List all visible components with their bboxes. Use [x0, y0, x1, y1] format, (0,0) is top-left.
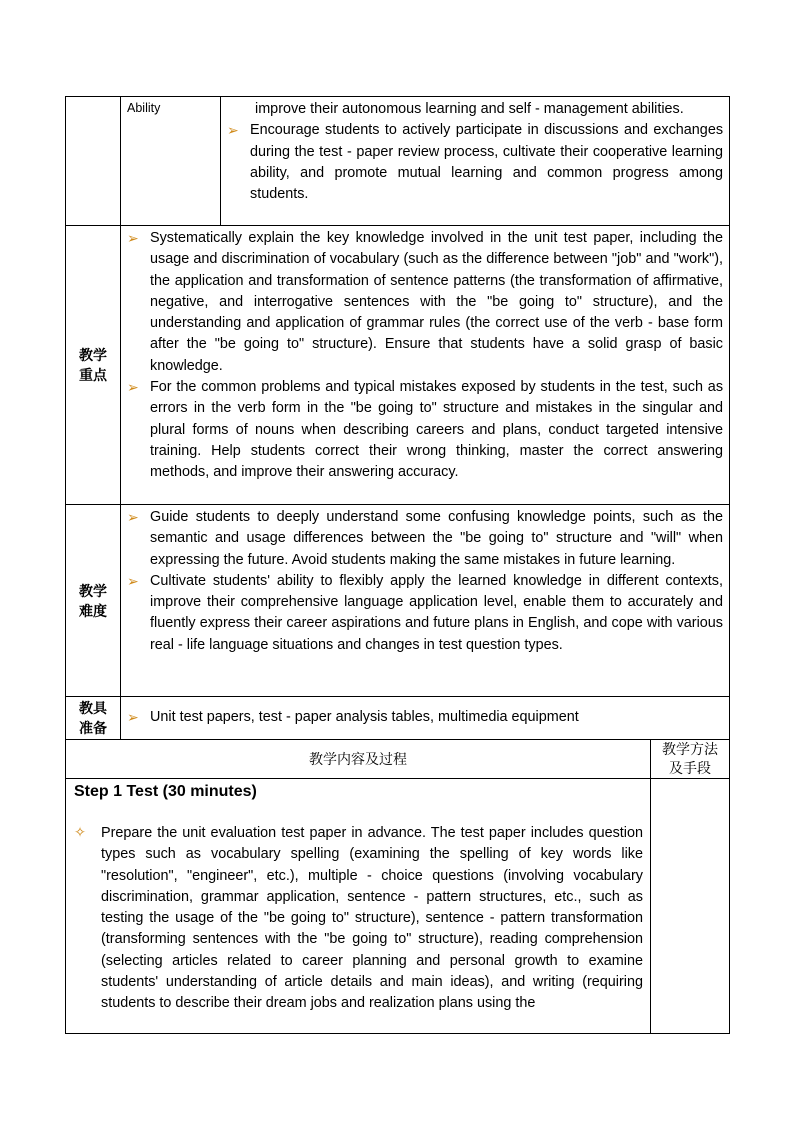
difficult-label-line2: 难度 — [79, 602, 107, 619]
process-header-row — [66, 740, 730, 779]
arrow-bullet-icon: ➢ — [127, 230, 139, 246]
ability-continuation: improve their autonomous learning and self - management abilities. — [255, 101, 684, 117]
tools-label-line1: 教具 — [79, 700, 107, 716]
ability-label-cell — [121, 97, 221, 226]
step1-content — [66, 779, 651, 1034]
key-points-row — [66, 226, 730, 505]
difficult-bullet-1-text: Guide students to deeply understand some confusing knowledge points, such as the semantic and usage differences between the "be going to" structure and "will" when expressing the future. Avoid students making the same mistakes in future learning. — [150, 509, 724, 568]
step1-bullet — [66, 823, 650, 1015]
tools-row — [66, 697, 730, 740]
difficult-points-row — [66, 505, 730, 697]
arrow-bullet-icon: ➢ — [227, 122, 239, 139]
ability-label: Ability — [127, 101, 161, 115]
ability-content-cell — [221, 97, 730, 226]
tools-bullet — [121, 707, 729, 728]
ability-bullet — [221, 120, 729, 205]
method-header-line1: 教学方法 — [662, 741, 718, 757]
step1-title: Step 1 Test (30 minutes) — [74, 783, 257, 800]
key-bullet-2-text: For the common problems and typical mistakes exposed by students in the test, such as errors in the verb form in the "be going to" structure and mistakes in the singular and plural forms of nouns when describing careers and plans, conduct targeted intensive training. Help students correct their wrong thinking, master the correct answering methods, and improve their answering accuracy. — [150, 379, 724, 481]
key-label-line1: 教学 — [79, 347, 107, 363]
key-points-label — [66, 226, 121, 505]
step1-bullet-text: Prepare the unit evaluation test paper in advance. The test paper includes question types such as vocabulary spelling (examining the spelling of key words like "resolution", "engineer", etc.), multiple - choice questions (involving vocabulary discrimination, grammar application, sentence - pattern structures, etc., such as testing the usage of the "be going to" structure), sentence - pattern transformation (transforming sentences with the "be going to" structure), reading comprehension (selecting articles related to career planning and personal growth to examine students' understanding of article details and main ideas), and writing (requiring students to describe their dream jobs and realization plans using the — [101, 825, 643, 1012]
difficult-bullet-2 — [121, 571, 729, 656]
tools-label — [66, 697, 121, 740]
difficult-bullet-1 — [121, 507, 729, 571]
content-process-header: 教学内容及过程 — [66, 740, 651, 779]
difficult-points-content — [121, 505, 730, 697]
tools-content — [121, 697, 730, 740]
key-bullet-2 — [121, 377, 729, 483]
ability-bullet-text: Encourage students to actively participate in discussions and exchanges during the test - paper review process, cultivate their cooperative learning ability, and promote mutual learning and common progress among students. — [250, 122, 724, 203]
star-bullet-icon: ✧ — [74, 825, 87, 841]
difficult-points-label — [66, 505, 121, 697]
lesson-plan-table — [65, 96, 730, 1034]
arrow-bullet-icon: ➢ — [127, 379, 139, 396]
arrow-bullet-icon: ➢ — [127, 509, 139, 525]
difficult-bullet-2-text: Cultivate students' ability to flexibly apply the learned knowledge in different contexts, improve their comprehensive language application level, enable them to accurately and fluently express their career aspirations and future plans in English, and cope with various real - life language situations and changes in test question types. — [150, 572, 724, 653]
ability-blank-cell — [66, 97, 121, 226]
key-label-line2: 重点 — [79, 367, 107, 383]
tools-label-line2: 准备 — [79, 720, 107, 736]
method-header — [651, 740, 730, 779]
difficult-label-line1: 教学 — [79, 582, 107, 599]
key-bullet-1 — [121, 228, 729, 377]
ability-row — [66, 97, 730, 226]
key-bullet-1-text: Systematically explain the key knowledge involved in the unit test paper, including the usage and discrimination of vocabulary (such as the difference between "job" and "work"), the application and transformation of sentence patterns (the transformation of affirmative, negative, and interrogative sentences with the "be going to" structure), and the understanding and application of grammar rules (the correct use of the verb - base form after the "be going to" structure). Ensure that students have a solid grasp of basic knowledge. — [150, 230, 724, 374]
step1-method-cell — [651, 779, 730, 1034]
arrow-bullet-icon: ➢ — [127, 572, 139, 589]
tools-bullet-text: Unit test papers, test - paper analysis tables, multimedia equipment — [150, 709, 579, 726]
method-header-line2: 及手段 — [669, 760, 711, 776]
arrow-bullet-icon: ➢ — [127, 709, 139, 726]
step1-row — [66, 779, 730, 1034]
key-points-content — [121, 226, 730, 505]
